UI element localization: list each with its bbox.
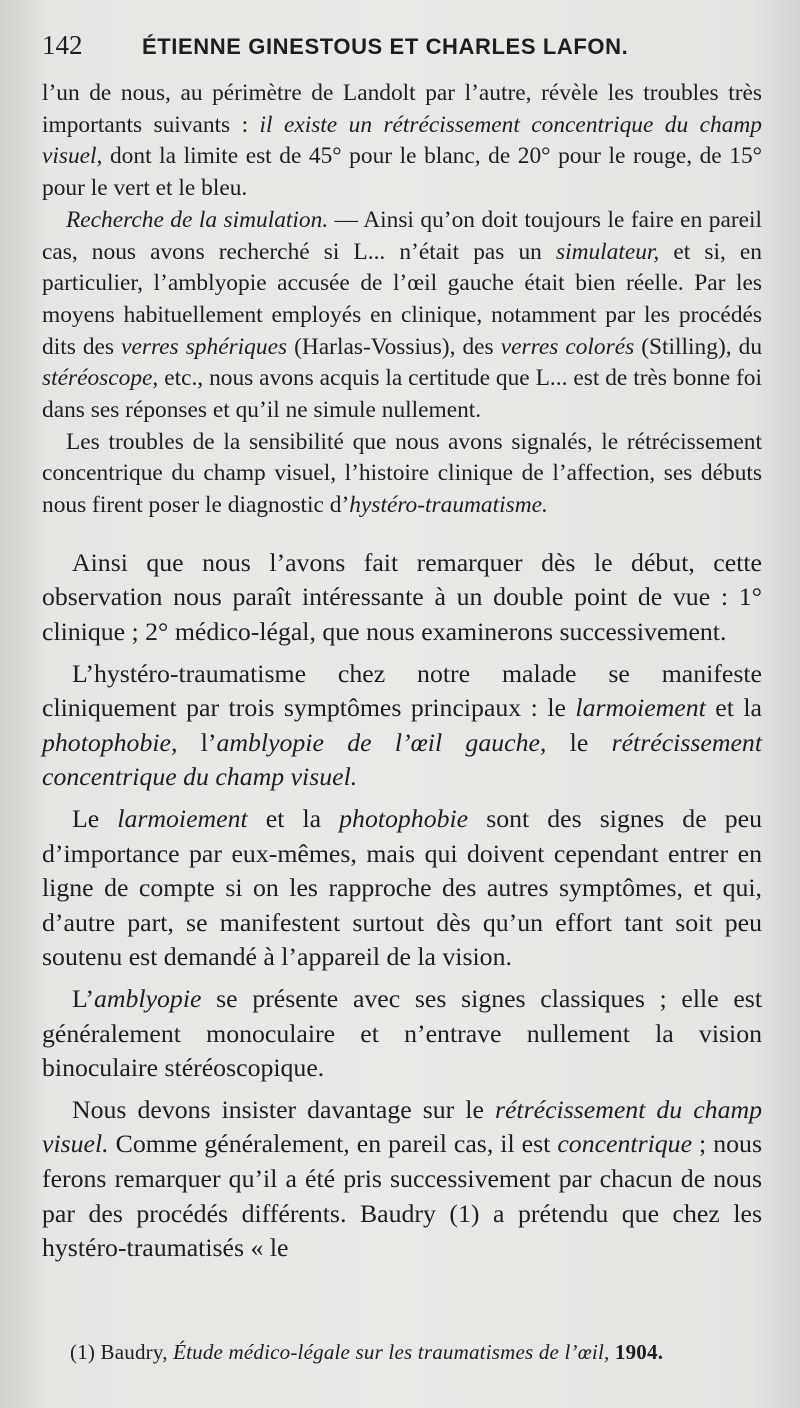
paragraph-retrecissement: Nous devons insister davantage sur le rétrécissement du champ visuel. Comme généralement, en pareil cas, il est concentrique ; nous ferons remarquer qu’il a été pris successivement par chacun de nous par des procédés différents. Baudry (1) a prétendu que chez les hystéro-traumatisés « le	[42, 1094, 762, 1263]
paragraph-diagnosis: Les troubles de la sensibilité que nous avons signalés, le rétrécissement concentrique du champ visuel, l’histoire clinique de l’affection, ses débuts nous firent poser le diagnostic d’hystéro-traumatisme.	[42, 428, 762, 519]
paragraph-amblyopie: L’amblyopie se présente avec ses signes classiques ; elle est généralement monoculaire et n’entrave nullement la vision binoculaire stéréoscopique.	[42, 983, 762, 1083]
small-print-section	[42, 78, 762, 522]
page-number: 142	[42, 30, 83, 60]
section-heading-simulation: Recherche de la simulation.	[66, 206, 329, 233]
footnote: (1) Baudry, Étude médico-légale sur les traumatismes de l’œil, 1904.	[70, 1340, 664, 1364]
paragraph-larmoiement: Le larmoiement et la photophobie sont des signes de peu d’importance par eux-mêmes, mais qui doivent cependant entrer en ligne de compte si on les rapproche des autres symptômes, et qui, d’autre part, se manifestent surtout dès qu’un effort tant soit peu soutenu est demandé à l’appareil de la vision.	[42, 804, 762, 972]
main-text-section	[42, 546, 762, 1266]
paragraph-symptoms: L’hystéro-traumatisme chez notre malade se manifeste cliniquement par trois symptômes principaux : le larmoiement et la photophobie, l’amblyopie de l’œil gauche, le rétrécissement concentrique du champ visuel.	[42, 658, 762, 792]
paragraph-exam-results: l’un de nous, au périmètre de Landolt par l’autre, révèle les troubles très importants suivants : il existe un rétrécissement concentrique du champ visuel, dont la limite est de 45° pour le blanc, de 20° pour le rouge, de 15° pour le vert et le bleu.	[42, 80, 762, 202]
paragraph-observation: Ainsi que nous l’avons fait remarquer dès le début, cette observation nous paraît intéressante à un double point de vue : 1° clinique ; 2° médico-légal, que nous examinerons successivement.	[42, 547, 762, 647]
running-head: ÉTIENNE GINESTOUS ET CHARLES LAFON.	[142, 34, 629, 59]
paragraph-simulation: Recherche de la simulation. — Ainsi qu’on doit toujours le faire en pareil cas, nous avons recherché si L... n’était pas un simulateur, et si, en particulier, l’amblyopie accusée de l’œil gauche était bien réelle. Par les moyens habituellement employés en clinique, notamment par les procédés dits des verres sphériques (Harlas-Vossius), des verres colorés (Stilling), du stéréoscope, etc., nous avons acquis la certitude que L... est de très bonne foi dans ses réponses et qu’il ne simule nullement.	[42, 206, 763, 424]
page-header	[42, 30, 762, 78]
